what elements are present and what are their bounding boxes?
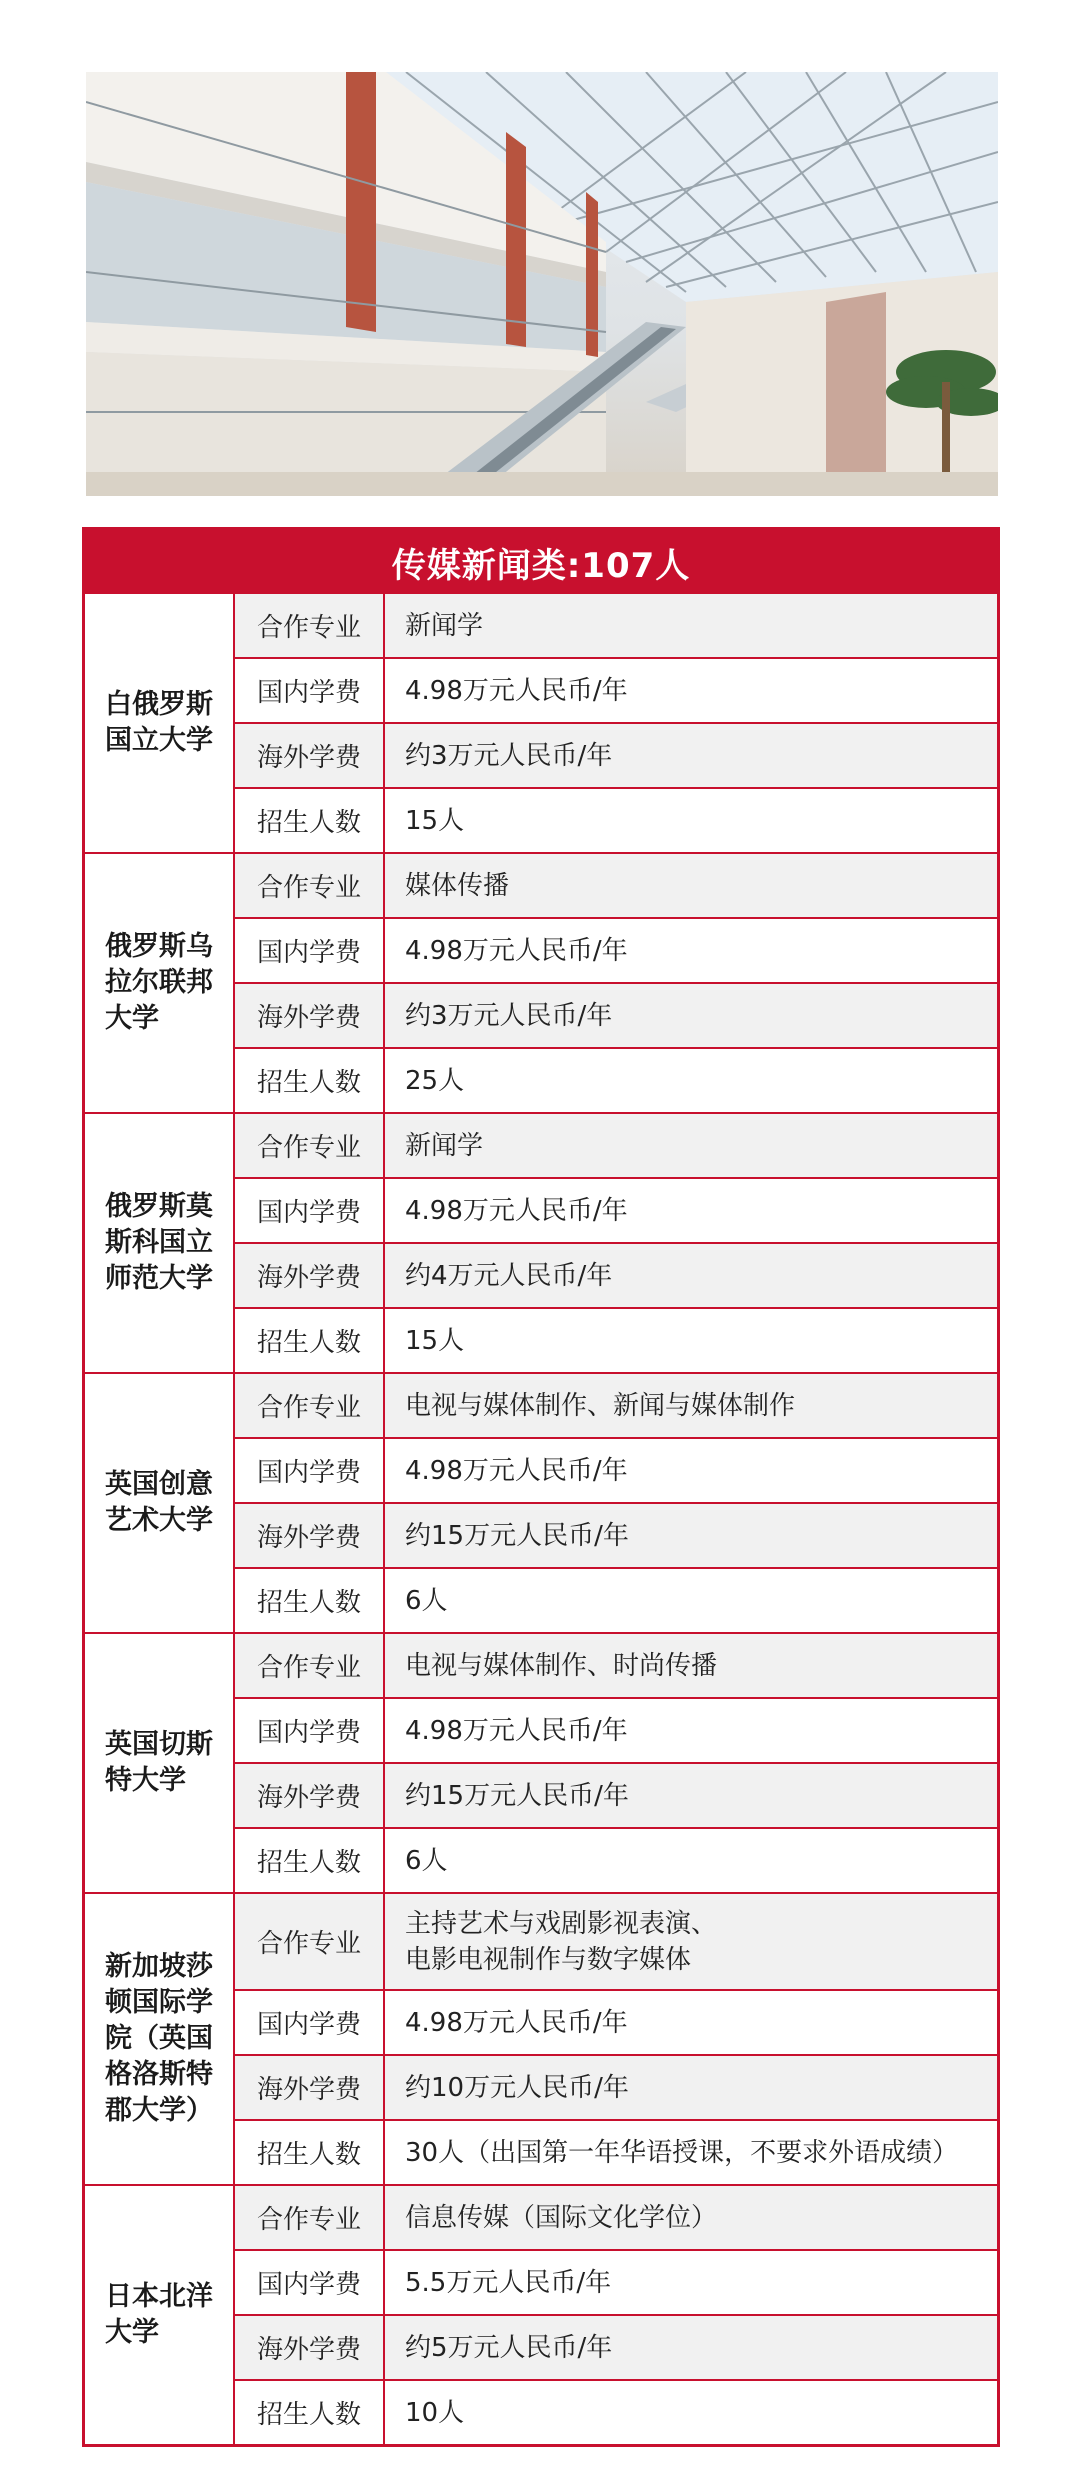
row-value: 电视与媒体制作、时尚传播 (385, 1634, 997, 1697)
row-value: 4.98万元人民币/年 (405, 675, 628, 706)
row-value: 10人 (405, 2397, 465, 2428)
row-label: 海外学费 (235, 2056, 385, 2119)
row-value: 电视与媒体制作、新闻与媒体制作 (385, 1374, 997, 1437)
row-value: 15人 (405, 805, 465, 836)
university-name-line: 国立大学 (105, 725, 213, 756)
table-row (235, 854, 997, 917)
row-label: 国内学费 (235, 659, 385, 722)
row-label: 招生人数 (235, 1829, 385, 1892)
row-value: 4.98万元人民币/年 (405, 1455, 628, 1486)
table-row (235, 2379, 997, 2444)
university-name-line: 俄罗斯乌 (105, 931, 213, 962)
row-value: 约3万元人民币/年 (385, 984, 997, 1047)
university-name-line: 顿国际学 (105, 1987, 213, 2018)
row-value: 30人（出国第一年华语授课，不要求外语成绩） (405, 2137, 959, 2168)
table-row (235, 1762, 997, 1827)
detail-rows (235, 1374, 997, 1632)
table-row (235, 2314, 997, 2379)
university-name-line: 师范大学 (105, 1263, 213, 1294)
row-value: 新闻学 (385, 594, 997, 657)
university-name-line: 艺术大学 (105, 1505, 213, 1536)
row-label: 招生人数 (235, 2381, 385, 2444)
university-name-line: 白俄罗斯 (105, 689, 213, 720)
table-row (235, 2249, 997, 2314)
table-row (235, 1242, 997, 1307)
row-label: 招生人数 (235, 1309, 385, 1372)
row-value: 6人 (405, 1845, 448, 1876)
university-name (85, 854, 235, 1112)
row-label: 国内学费 (235, 1439, 385, 1502)
table-title: 传媒新闻类:107人 (85, 530, 997, 594)
row-label: 国内学费 (235, 1699, 385, 1762)
university-name-line: 日本北洋 (105, 2281, 213, 2312)
university-name-line: 英国切斯 (105, 1729, 213, 1760)
detail-rows (235, 1634, 997, 1892)
table-row (235, 1307, 997, 1372)
table-row (235, 657, 997, 722)
atrium-photo (86, 72, 998, 496)
university-name-line: 格洛斯特 (105, 2059, 213, 2090)
row-label: 合作专业 (235, 594, 385, 657)
university-block (85, 1372, 997, 1632)
table-row (235, 1047, 997, 1112)
university-name-line: 新加坡莎 (105, 1951, 213, 1982)
university-name (85, 1894, 235, 2184)
university-block (85, 1892, 997, 2184)
detail-rows (235, 2186, 997, 2444)
row-label: 国内学费 (235, 1991, 385, 2054)
row-label: 招生人数 (235, 2121, 385, 2184)
row-label: 国内学费 (235, 1179, 385, 1242)
university-block (85, 852, 997, 1112)
university-block (85, 594, 997, 852)
table-row (235, 1989, 997, 2054)
table-row (235, 2186, 997, 2249)
university-name (85, 1114, 235, 1372)
university-list (85, 594, 997, 2444)
detail-rows (235, 594, 997, 852)
row-label: 国内学费 (235, 2251, 385, 2314)
row-label: 合作专业 (235, 854, 385, 917)
row-label: 招生人数 (235, 1569, 385, 1632)
table-row (235, 1634, 997, 1697)
row-label: 海外学费 (235, 724, 385, 787)
table-row (235, 982, 997, 1047)
table-row (235, 917, 997, 982)
table-row (235, 1697, 997, 1762)
row-value: 约3万元人民币/年 (385, 724, 997, 787)
university-name-line: 大学 (105, 2317, 159, 2348)
table-row (235, 787, 997, 852)
row-value: 4.98万元人民币/年 (405, 2007, 628, 2038)
university-name-line: 英国创意 (105, 1469, 213, 1500)
row-label: 合作专业 (235, 2186, 385, 2249)
table-row (235, 1374, 997, 1437)
table-row (235, 1437, 997, 1502)
university-name (85, 594, 235, 852)
university-name-line: 拉尔联邦 (105, 967, 213, 998)
university-block (85, 1632, 997, 1892)
university-name-line: 大学 (105, 1003, 159, 1034)
row-value: 约4万元人民币/年 (385, 1244, 997, 1307)
row-value: 4.98万元人民币/年 (405, 935, 628, 966)
row-label: 海外学费 (235, 1764, 385, 1827)
atrium-illustration (86, 72, 998, 496)
table-row (235, 2054, 997, 2119)
university-name-line: 特大学 (105, 1765, 186, 1796)
table-row (235, 1114, 997, 1177)
row-label: 海外学费 (235, 1244, 385, 1307)
row-value: 信息传媒（国际文化学位） (385, 2186, 997, 2249)
table-row (235, 2119, 997, 2184)
row-value: 25人 (405, 1065, 465, 1096)
row-label: 合作专业 (235, 1114, 385, 1177)
university-name-line: 斯科国立 (105, 1227, 213, 1258)
row-value: 约15万元人民币/年 (385, 1764, 997, 1827)
university-name-line: 院（英国 (105, 2023, 213, 2054)
university-name (85, 1634, 235, 1892)
university-block (85, 1112, 997, 1372)
row-value: 约5万元人民币/年 (385, 2316, 997, 2379)
table-row (235, 1894, 997, 1989)
row-label: 国内学费 (235, 919, 385, 982)
row-label: 合作专业 (235, 1894, 385, 1989)
table-row (235, 722, 997, 787)
university-name-line: 郡大学） (105, 2095, 213, 2126)
table-row (235, 1567, 997, 1632)
table-row (235, 1177, 997, 1242)
row-label: 合作专业 (235, 1634, 385, 1697)
row-value: 主持艺术与戏剧影视表演、 电影电视制作与数字媒体 (385, 1894, 997, 1989)
row-label: 海外学费 (235, 2316, 385, 2379)
row-value: 6人 (405, 1585, 448, 1616)
detail-rows (235, 854, 997, 1112)
university-block (85, 2184, 997, 2444)
program-table (82, 527, 1000, 2447)
row-value: 15人 (405, 1325, 465, 1356)
detail-rows (235, 1894, 997, 2184)
row-label: 海外学费 (235, 984, 385, 1047)
row-label: 招生人数 (235, 789, 385, 852)
row-label: 招生人数 (235, 1049, 385, 1112)
university-name (85, 1374, 235, 1632)
row-value: 5.5万元人民币/年 (405, 2267, 612, 2298)
row-label: 海外学费 (235, 1504, 385, 1567)
row-label: 合作专业 (235, 1374, 385, 1437)
table-row (235, 594, 997, 657)
table-row (235, 1502, 997, 1567)
row-value: 新闻学 (385, 1114, 997, 1177)
university-name-line: 俄罗斯莫 (105, 1191, 213, 1222)
row-value: 4.98万元人民币/年 (405, 1715, 628, 1746)
row-value: 约10万元人民币/年 (385, 2056, 997, 2119)
table-row (235, 1827, 997, 1892)
university-name (85, 2186, 235, 2444)
detail-rows (235, 1114, 997, 1372)
row-value: 媒体传播 (385, 854, 997, 917)
row-value: 4.98万元人民币/年 (405, 1195, 628, 1226)
row-value: 约15万元人民币/年 (385, 1504, 997, 1567)
